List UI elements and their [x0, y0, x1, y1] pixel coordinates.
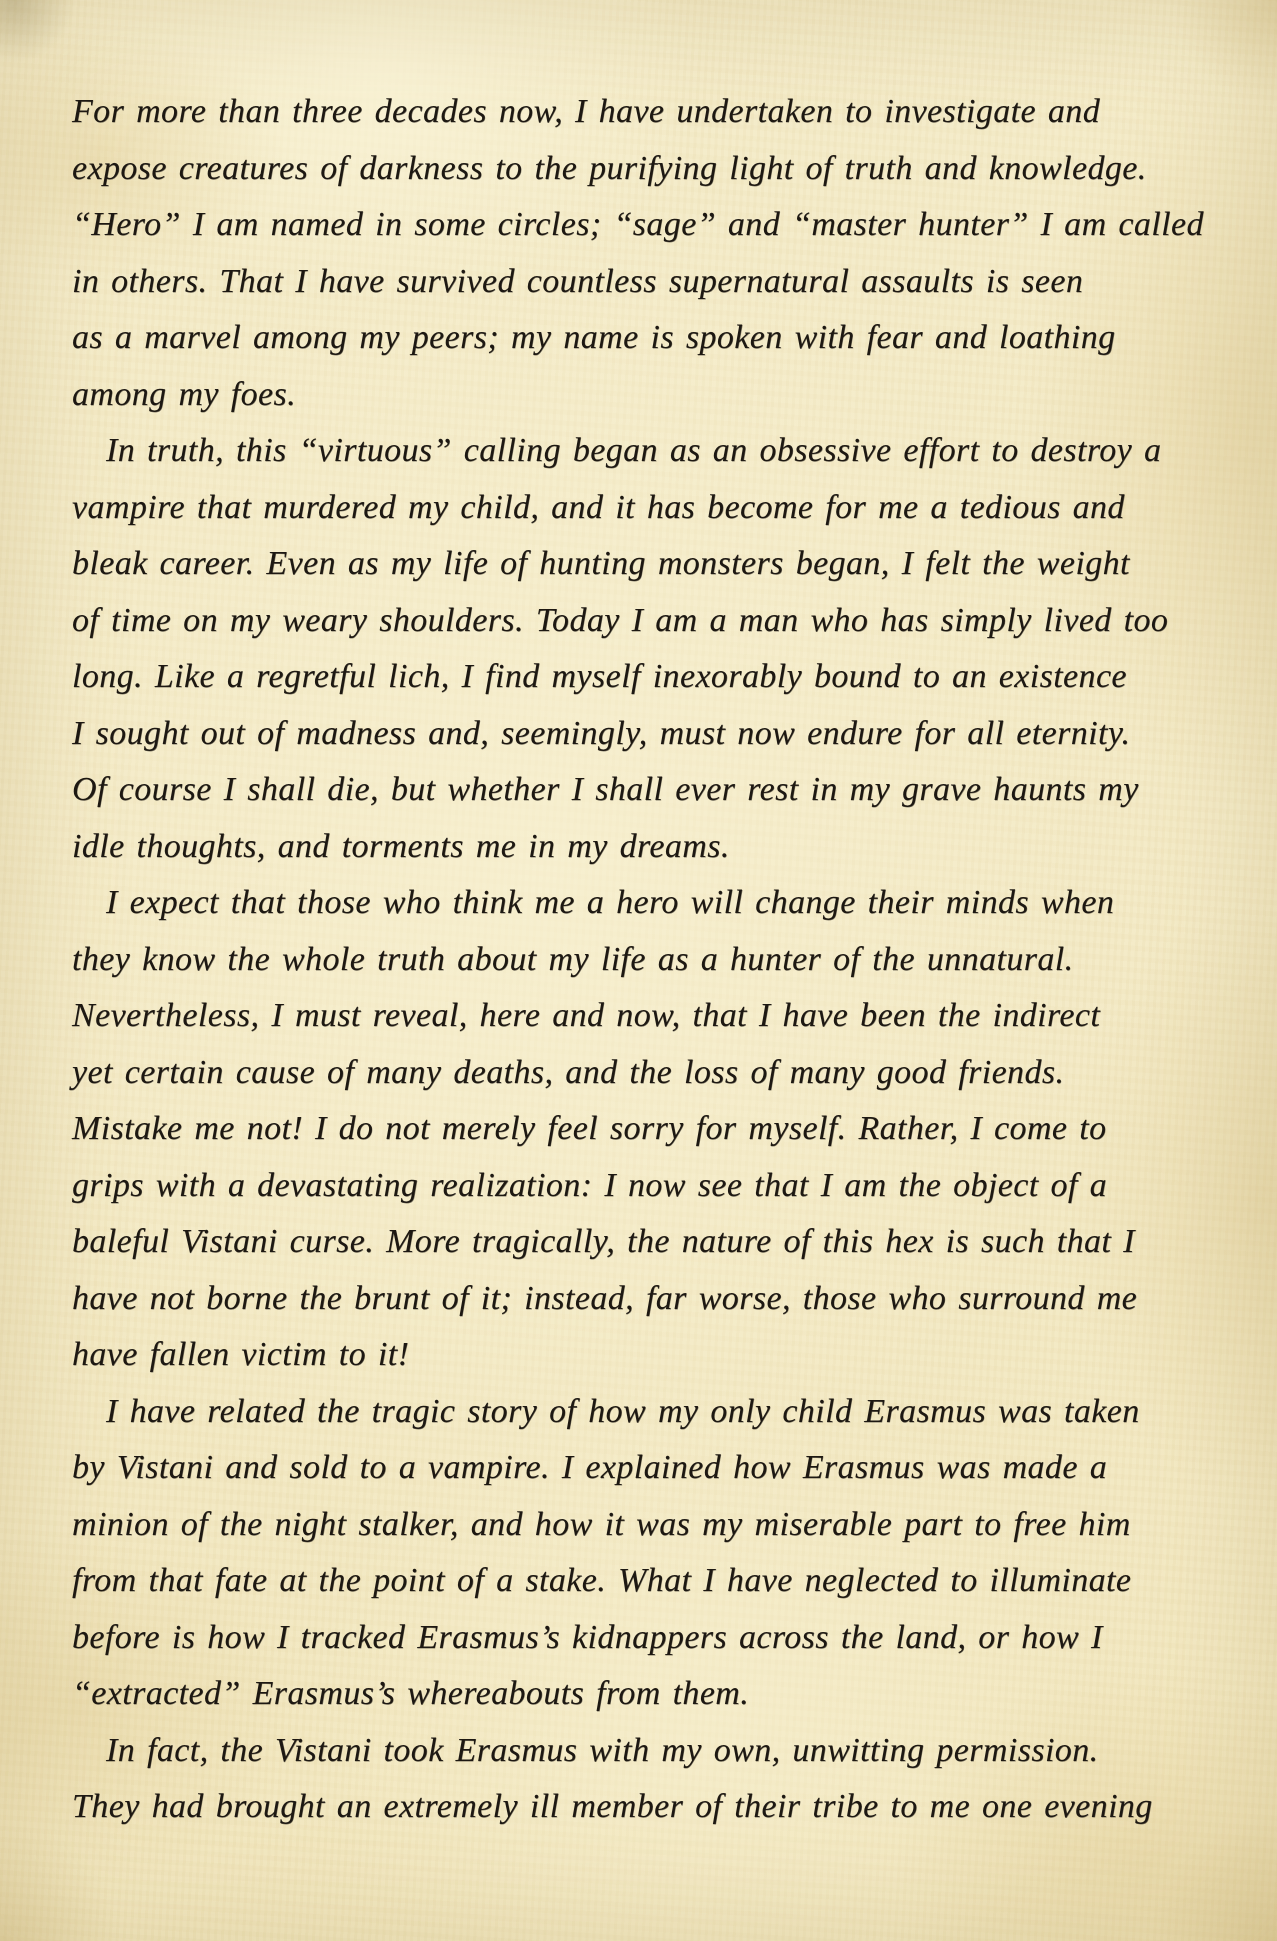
text-line: as a marvel among my peers; my name is spoken with fear and loathing	[72, 319, 1116, 356]
text-line: I have related the tragic story of how my only child Erasmus was taken	[106, 1392, 1140, 1430]
text-line: from that fate at the point of a stake. What I have neglected to illuminate	[72, 1562, 1132, 1599]
text-line: Of course I shall die, but whether I shall ever rest in my grave haunts my	[72, 771, 1139, 808]
text-line: bleak career. Even as my life of hunting monsters began, I felt the weight	[72, 545, 1130, 582]
text-line: long. Like a regretful lich, I find myself inexorably bound to an existence	[72, 658, 1127, 695]
text-line: grips with a devastating realization: I now see that I am the object of a	[72, 1166, 1108, 1204]
text-line: of time on my weary shoulders. Today I am a man who has simply lived too	[72, 601, 1169, 639]
text-line: by Vistani and sold to a vampire. I explained how Erasmus was made a	[72, 1449, 1108, 1486]
text-line: before is how I tracked Erasmus’s kidnappers across the land, or how I	[72, 1618, 1103, 1656]
text-line: expose creatures of darkness to the purifying light of truth and knowledge.	[72, 149, 1147, 187]
text-line: have not borne the brunt of it; instead, far worse, those who surround me	[72, 1279, 1138, 1317]
text-line: Nevertheless, I must reveal, here and now, that I have been the indirect	[72, 997, 1101, 1034]
text-line: have fallen victim to it!	[72, 1336, 410, 1373]
text-line: I sought out of madness and, seemingly, must now endure for all eternity.	[72, 714, 1131, 752]
text-line: “Hero” I am named in some circles; “sage” and “master hunter” I am called	[72, 206, 1204, 243]
text-line: vampire that murdered my child, and it has become for me a tedious and	[72, 488, 1125, 526]
text-line: For more than three decades now, I have undertaken to investigate and	[72, 93, 1101, 130]
text-line: In truth, this “virtuous” calling began as an obsessive effort to destroy a	[106, 432, 1162, 469]
text-line: among my foes.	[72, 375, 297, 413]
text-line: “extracted” Erasmus’s whereabouts from them.	[72, 1675, 750, 1712]
text-line: In fact, the Vistani took Erasmus with my own, unwitting permission.	[106, 1731, 1099, 1769]
text-line: they know the whole truth about my life as a hunter of the unnatural.	[72, 940, 1074, 978]
text-line: Mistake me not! I do not merely feel sorry for myself. Rather, I come to	[72, 1110, 1107, 1147]
text-line: minion of the night stalker, and how it was my miserable part to free him	[72, 1505, 1131, 1543]
text-line: in others. That I have survived countless supernatural assaults is seen	[72, 262, 1084, 300]
text-line: baleful Vistani curse. More tragically, the nature of this hex is such that I	[72, 1223, 1135, 1260]
text-line: yet certain cause of many deaths, and the loss of many good friends.	[72, 1053, 1065, 1091]
manuscript-text	[72, 84, 1204, 1836]
text-line: idle thoughts, and torments me in my dreams.	[72, 827, 730, 865]
text-line: They had brought an extremely ill member of their tribe to me one evening	[72, 1788, 1153, 1825]
text-line: I expect that those who think me a hero will change their minds when	[106, 884, 1115, 921]
